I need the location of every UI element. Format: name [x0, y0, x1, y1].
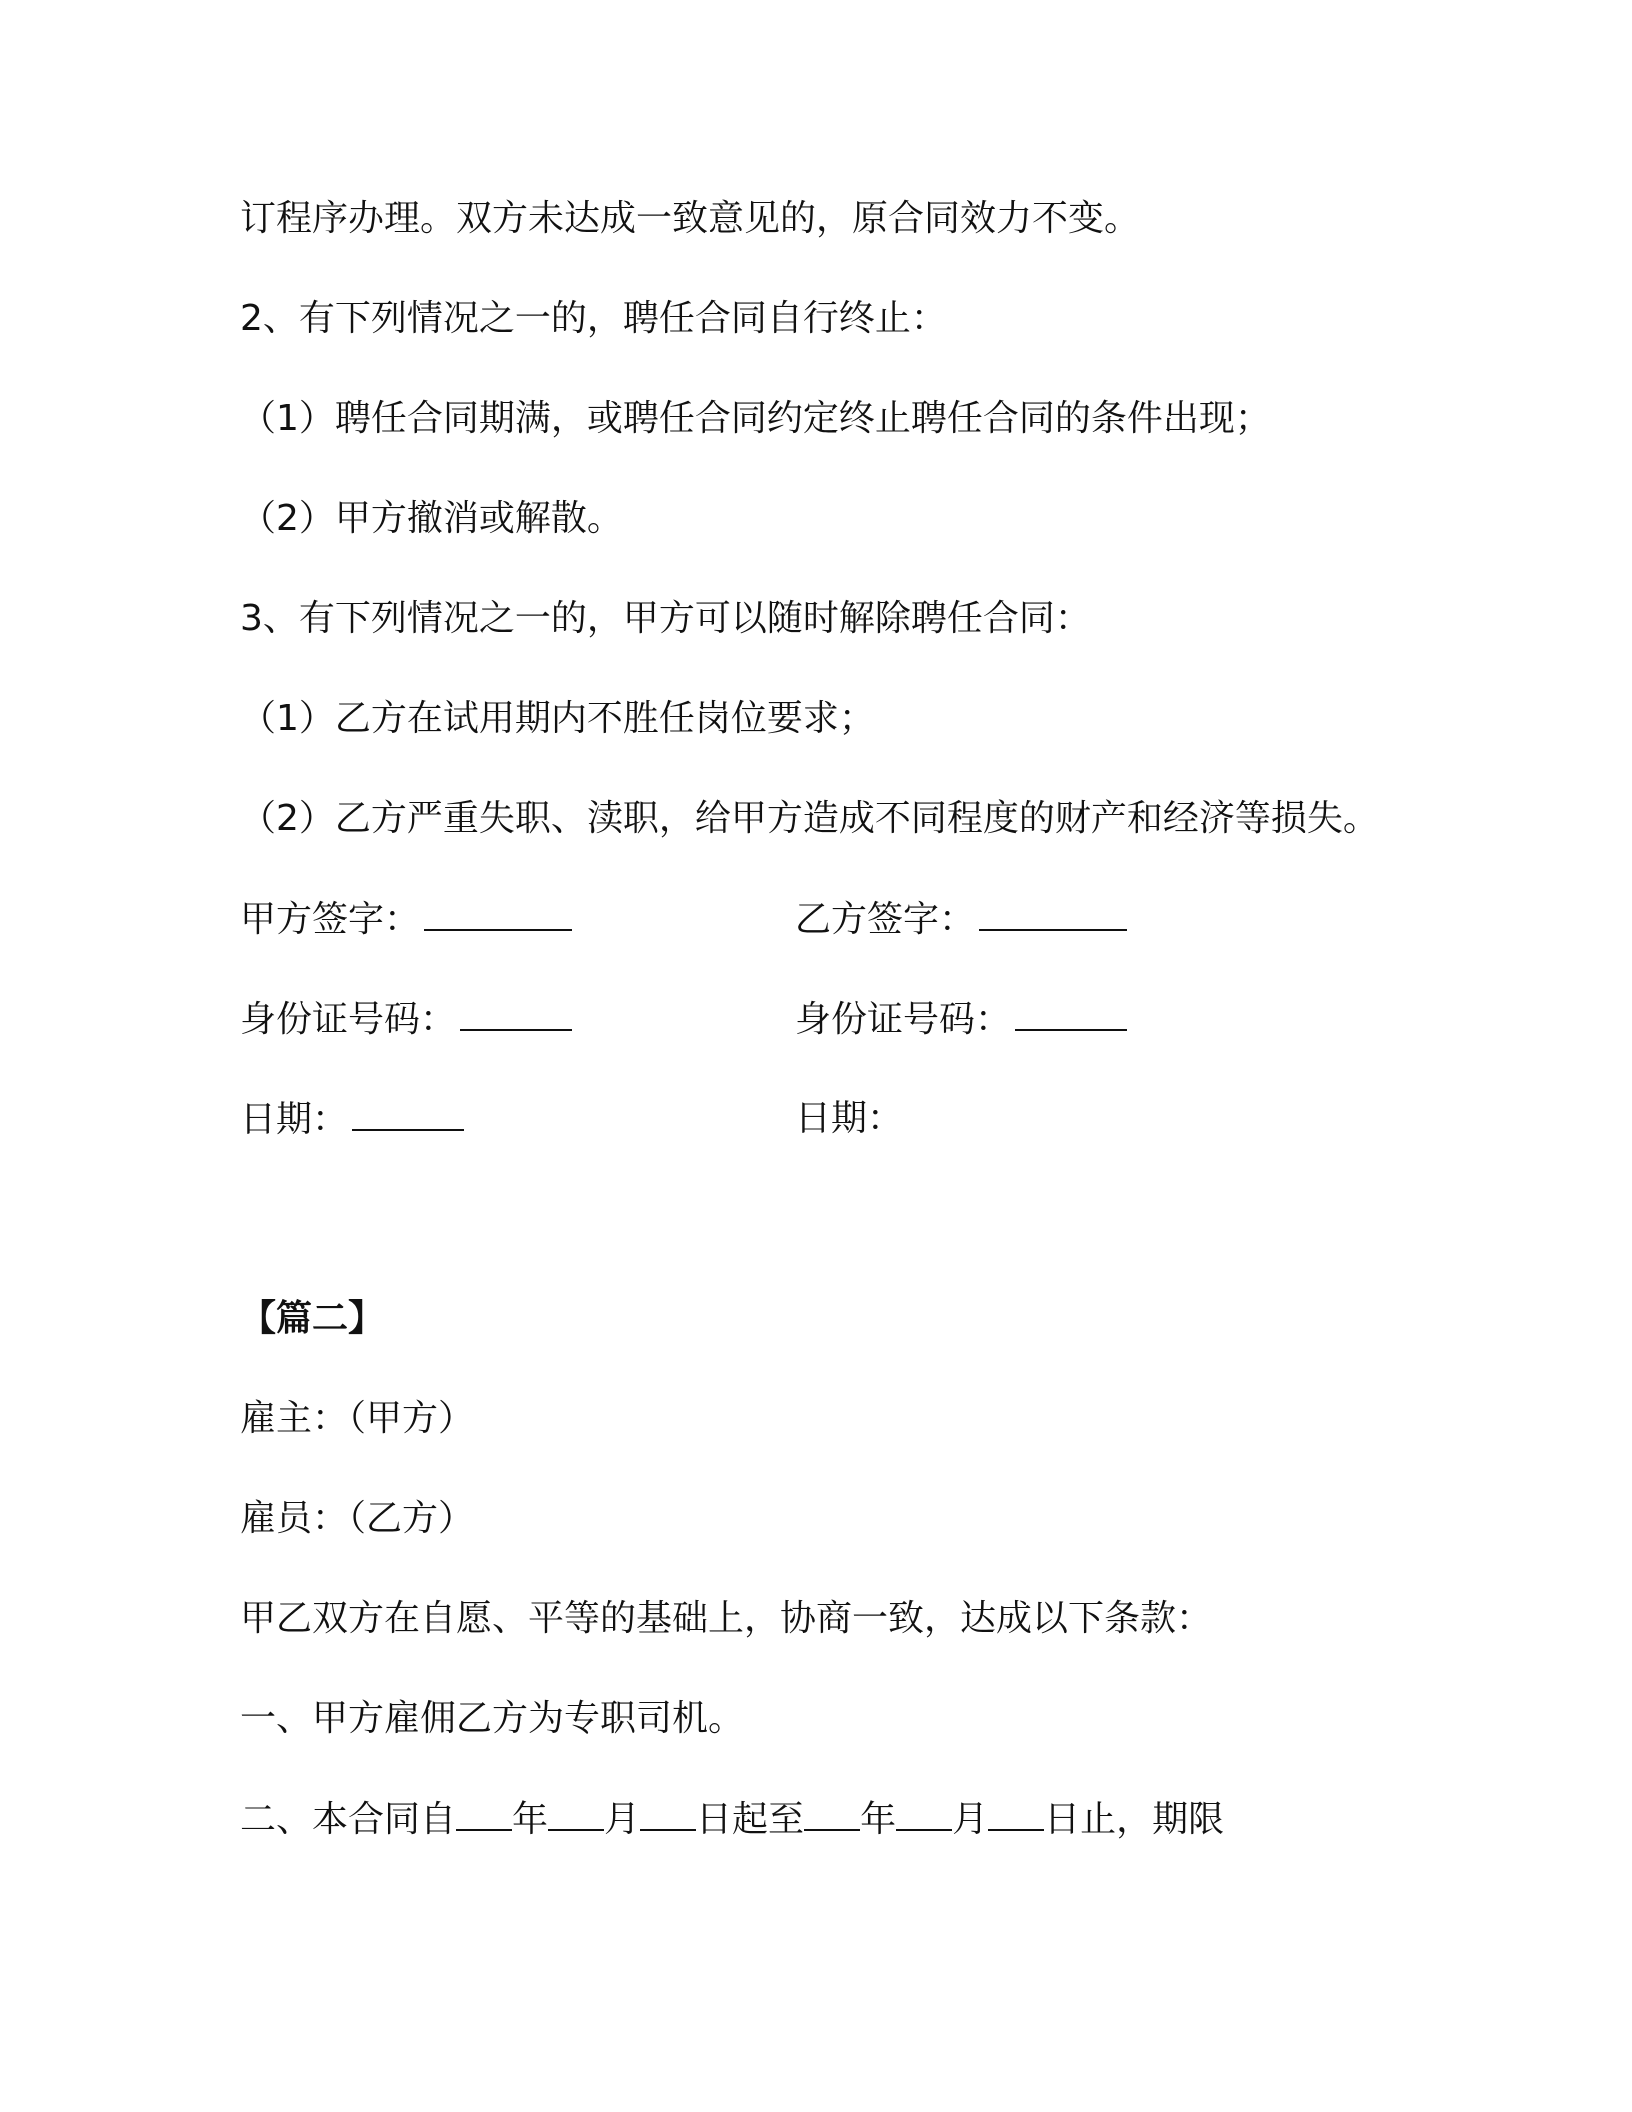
end-month-blank: [896, 1795, 952, 1831]
party-a-id-blank: [460, 995, 572, 1031]
end-year-blank: [804, 1795, 860, 1831]
party-b-id-row: [795, 995, 1127, 1044]
party-b-signature-blank: [979, 895, 1127, 931]
start-year-label: 年: [512, 1799, 549, 1840]
party-a-date-label: 日期：: [240, 1099, 349, 1140]
party-a-signature-row: [240, 895, 572, 944]
party-b-date-row: [795, 1095, 903, 1143]
start-day-label: 日起至: [696, 1799, 805, 1840]
start-month-blank: [548, 1795, 604, 1831]
party-b-signature-row: [795, 895, 1127, 944]
start-month-label: 月: [604, 1799, 641, 1840]
party-a-signature-label: 甲方签字：: [240, 899, 421, 940]
clause-3-heading: 3、有下列情况之一的，甲方可以随时解除聘任合同：: [240, 598, 1091, 639]
party-b-date-label: 日期：: [795, 1098, 904, 1139]
party-a-date-row: [240, 1095, 464, 1144]
end-day-label: 日止，期限: [1044, 1799, 1225, 1840]
party-b-id-label: 身份证号码：: [795, 999, 1012, 1040]
party-a-signature-blank: [424, 895, 572, 931]
party-a-id-row: [240, 995, 572, 1044]
clause-2-item-2: （2）甲方撤消或解散。: [240, 498, 623, 539]
clause-3-item-2: （2）乙方严重失职、渎职，给甲方造成不同程度的财产和经济等损失。: [240, 798, 1379, 839]
clause-one: 一、甲方雇佣乙方为专职司机。: [240, 1698, 745, 1739]
start-year-blank: [456, 1795, 512, 1831]
intro-line: 甲乙双方在自愿、平等的基础上，协商一致，达成以下条款：: [240, 1598, 1213, 1639]
party-b-signature-label: 乙方签字：: [795, 899, 976, 940]
clause-2-heading: 2、有下列情况之一的，聘任合同自行终止：: [240, 298, 947, 339]
paragraph-line: 订程序办理。双方未达成一致意见的，原合同效力不变。: [240, 198, 1141, 239]
employer-line: 雇主：（甲方）: [240, 1398, 475, 1439]
clause-3-item-1: （1）乙方在试用期内不胜任岗位要求；: [240, 698, 875, 739]
section-title: 【篇二】: [240, 1298, 385, 1339]
clause-2-item-1: （1）聘任合同期满，或聘任合同约定终止聘任合同的条件出现；: [240, 398, 1271, 439]
clause-two: [240, 1795, 1224, 1844]
employee-line: 雇员：（乙方）: [240, 1498, 475, 1539]
end-day-blank: [988, 1795, 1044, 1831]
end-month-label: 月: [952, 1799, 989, 1840]
party-a-date-blank: [352, 1095, 464, 1131]
party-b-id-blank: [1015, 995, 1127, 1031]
clause-two-prefix: 二、本合同自: [240, 1799, 457, 1840]
start-day-blank: [640, 1795, 696, 1831]
end-year-label: 年: [860, 1799, 897, 1840]
party-a-id-label: 身份证号码：: [240, 999, 457, 1040]
